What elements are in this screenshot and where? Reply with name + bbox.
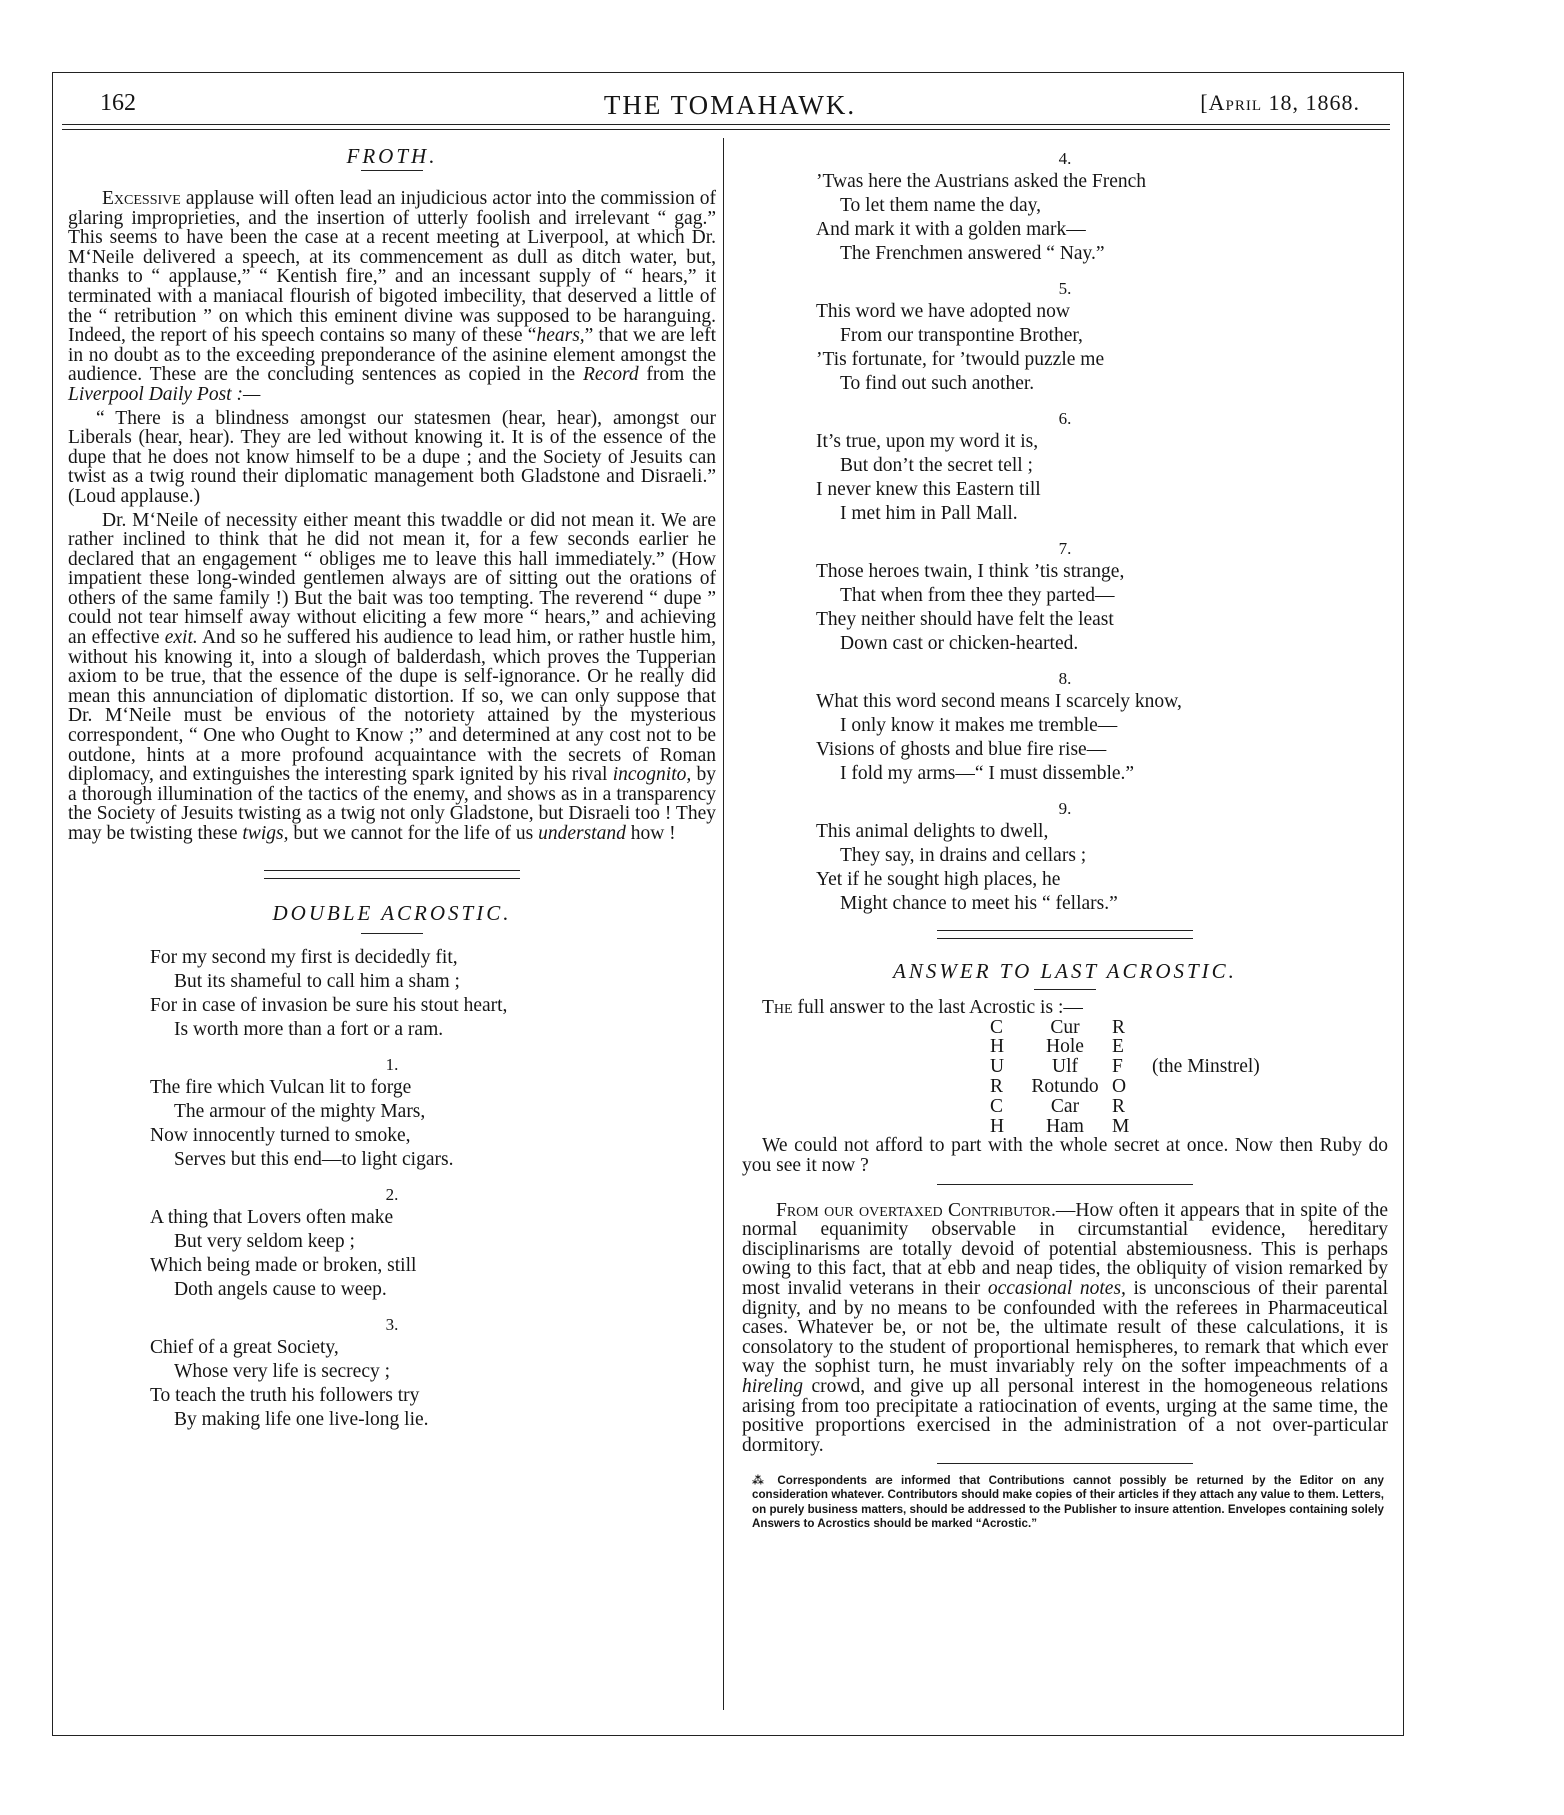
acrostic-stanza-4 (816, 170, 1388, 266)
contributor-paragraph (742, 1201, 1388, 1456)
froth-p2-d: but we cannot for the life of us (288, 823, 539, 844)
poem-line: Whose very life is secrecy ; (174, 1360, 391, 1382)
poem-line: What this word second means I scarcely know, (816, 691, 1182, 712)
poem-line: The Frenchmen answered “ Nay.” (840, 243, 1105, 264)
acrostic-intro-stanza (150, 946, 716, 1042)
table-cell: M (1112, 1115, 1130, 1137)
froth-p2-twigs: twigs, (242, 823, 289, 844)
poem-line: They neither should have felt the least (816, 609, 1114, 630)
froth-p2-incognito: incognito, (612, 764, 692, 786)
table-cell: H (990, 1115, 1005, 1137)
froth-p1-from: from the (638, 364, 716, 386)
poem-line: From our transpontine Brother, (840, 325, 1083, 346)
poem-line: I fold my arms—“ I must dissemble.” (840, 763, 1135, 784)
contributor-text-2: is unconscious of their parental dignity, and by no means to be confounded with the referees in Pharmaceutical cases. Whatever be, or not be, the ultimate result of these calculations, it is consolatory to the student of proportional hemispheres, to remark that which ever way the sophist turn, he must invariably rely on the softer impeachments of a (742, 1277, 1388, 1378)
poem-line: For my second my first is decidedly fit, (150, 946, 458, 968)
froth-quote: “ There is a blindness amongst our statesmen (hear, hear), amongst our Liberals (hear, hear). They are led without knowing it. It is of the essence of the dupe that he does not know himself to be a dupe ; and the Society of Jesuits can twist as a twig round their diplomatic management both Gladstone and Disraeli.” (Loud applause.) (68, 407, 716, 507)
stanza-number: 7. (1058, 539, 1072, 558)
poem-line: A thing that Lovers often make (150, 1206, 394, 1228)
contributor-text-3: crowd, and give up all personal interest in the homogeneous relations arising from too precipitate a ratiocination of events, urging at the same time, the positive proportions exercised in the administration of a not over-particular dormitory. (742, 1375, 1388, 1456)
stanza-number: 4. (1058, 149, 1072, 168)
froth-p1-post: Liverpool Daily Post :— (68, 383, 261, 405)
poem-line: That when from thee they parted— (840, 585, 1115, 606)
stanza-number: 8. (1058, 669, 1072, 688)
table-cell: O (1112, 1075, 1127, 1097)
table-cell (1152, 1018, 1260, 1038)
poem-line: It’s true, upon my word it is, (816, 431, 1039, 452)
table-cell: Ham (1046, 1115, 1084, 1137)
answer-table (990, 1018, 1260, 1137)
left-column (68, 138, 716, 1432)
table-cell: Rotundo (1031, 1075, 1099, 1097)
acrostic-stanza-9 (816, 820, 1388, 916)
acrostic-stanza-3 (150, 1336, 716, 1432)
froth-lead-word: Excessive (102, 188, 181, 209)
poem-line: This word we have adopted now (816, 301, 1070, 322)
poem-line: But don’t the secret tell ; (840, 455, 1033, 476)
stanza-number: 6. (1058, 409, 1072, 428)
acrostic-stanza-6 (816, 430, 1388, 526)
stanza-number: 9. (1058, 799, 1072, 818)
froth-paragraph-1 (68, 189, 716, 405)
stanza-number: 1. (385, 1054, 399, 1074)
froth-p2-understand: understand (538, 823, 626, 844)
froth-p2-exit: exit. (164, 627, 198, 649)
table-row (990, 1097, 1260, 1117)
froth-p1-hears: hears, (536, 325, 585, 347)
poem-line: This animal delights to dwell, (816, 821, 1049, 842)
contributor-text: —How often it appears that in spite of the normal equanimity observable in circumstantial evidence, hereditary disciplinarisms are totally devoid of potential abstemiousness. This is perhaps owing to this fact, that at ebb and neap tides, the obliquity of vision remarked by most invalid veterans in their (742, 1199, 1389, 1299)
stanza-number: 3. (385, 1314, 399, 1334)
froth-p2-a: Dr. M‘Neile of necessity either meant this twaddle or did not mean it. We are rather inclined to think that he did not mean it, for a few seconds earlier he declared that an engagement “ obliges me to leave this hall immediately.” (How impatient these long-winded gentlemen always are of sitting out the orations of others of the same family !) But the bait was too tempting. The reverend “ dupe ” could not tear himself away without eliciting a few more “ hears,” and achieving an effective (68, 509, 716, 649)
poem-line: But very seldom keep ; (174, 1230, 355, 1252)
stanza-number: 2. (385, 1184, 399, 1204)
contributor-italic: occasional notes, (987, 1277, 1126, 1299)
answer-title: ANSWER TO LAST ACROSTIC. (893, 959, 1237, 983)
answer-lead-word: The (762, 997, 793, 1018)
column-divider (723, 138, 724, 1710)
acrostic-stanza-2 (150, 1206, 716, 1302)
poem-line: Serves but this end—to light cigars. (174, 1148, 454, 1170)
table-cell: R (1112, 1016, 1126, 1038)
table-cell: F (1112, 1056, 1123, 1078)
table-row (990, 1057, 1260, 1077)
poem-line: The fire which Vulcan lit to forge (150, 1076, 412, 1098)
table-cell: U (990, 1056, 1005, 1078)
table-row (990, 1077, 1260, 1097)
table-cell: H (990, 1036, 1005, 1058)
poem-line: Yet if he sought high places, he (816, 869, 1061, 890)
answer-closing: We could not afford to part with the whole secret at once. Now then Ruby do you see it now ? (742, 1135, 1388, 1176)
poem-line: ’Tis fortunate, for ’twould puzzle me (816, 349, 1105, 370)
poem-line: Down cast or chicken-hearted. (840, 633, 1079, 654)
section-separator (264, 870, 520, 879)
poem-line: Which being made or broken, still (150, 1254, 417, 1276)
froth-p1-text: applause will often lead an injudicious actor into the commission of glaring improprieties, and the insertion of utterly foolish and irrelevant “ gag.” This seems to have been the case at a recent meeting at Liverpool, at which Dr. M‘Neile delivered a speech, at its commencement as dull as ditch water, but, thanks to “ applause,” “ Kentish fire,” and an incessant supply of “ hears,” it terminated with a maniacal flourish of bigoted imbecility, that deserved a little of the “ retribution ” on which this eminent divine was supposed to be haranguing. Indeed, the report of his speech contains so many of these “ (68, 188, 716, 347)
section-separator (937, 930, 1193, 939)
acrostic-stanza-5 (816, 300, 1388, 396)
poem-line: Might chance to meet his “ fellars.” (840, 893, 1118, 914)
right-column (742, 138, 1388, 1531)
answer-intro-text: full answer to the last Acrostic is :— (792, 997, 1083, 1018)
poem-line: I met him in Pall Mall. (840, 503, 1018, 524)
poem-line: They say, in drains and cellars ; (840, 845, 1087, 866)
poem-line: To teach the truth his followers try (150, 1384, 420, 1406)
table-cell: Cur (1050, 1016, 1080, 1038)
double-acrostic-title: DOUBLE ACROSTIC. (272, 900, 512, 925)
poem-line: ’Twas here the Austrians asked the French (816, 171, 1147, 192)
froth-title: FROTH. (346, 144, 438, 168)
contributor-italic-2: hireling (742, 1375, 804, 1397)
table-cell: Car (1050, 1095, 1080, 1117)
froth-paragraph-2 (68, 511, 716, 844)
table-row (990, 1117, 1260, 1137)
poem-line: And mark it with a golden mark— (816, 219, 1086, 240)
poem-line: Now innocently turned to smoke, (150, 1124, 411, 1146)
poem-line: To find out such another. (840, 373, 1035, 394)
poem-line: I never knew this Eastern till (816, 479, 1041, 500)
table-cell (1152, 1097, 1260, 1117)
poem-line: To let them name the day, (840, 195, 1041, 216)
table-cell: C (990, 1016, 1004, 1038)
header-rule-bottom (62, 129, 1390, 130)
poem-line: By making life one live-long lie. (174, 1408, 429, 1430)
froth-p2-c: by a thorough illumination of the tactics of the enemy, and shows as in a transparency the Society of Jesuits twisting as a twig not only Gladstone, but Disraeli too ! They may be twisting these (68, 764, 717, 844)
poem-line: I only know it makes me tremble— (840, 715, 1118, 736)
acrostic-stanza-1 (150, 1076, 716, 1172)
table-row (990, 1037, 1260, 1057)
page-header (100, 90, 1360, 120)
stanza-number: 5. (1058, 279, 1072, 298)
acrostic-stanza-7 (816, 560, 1388, 656)
table-cell (1152, 1077, 1260, 1097)
poem-line: Visions of ghosts and blue fire rise— (816, 739, 1107, 760)
poem-line: But its shameful to call him a sham ; (174, 970, 460, 992)
froth-p2-e: how ! (625, 823, 676, 844)
froth-p1-record: Record (582, 364, 639, 386)
table-cell: E (1112, 1036, 1124, 1058)
answer-intro (742, 998, 1388, 1018)
table-cell: C (990, 1095, 1004, 1117)
froth-p2-b: And so he suffered his audience to lead him, or rather hustle him, without his knowing it, into a slough of balderdash, which proves the Tupperian axiom to be true, that the essence of the dupe is self-ignorance. Or he really did mean this annunciation of diplomatic distortion. If so, we can only suppose that Dr. M‘Neile must be envious of the notoriety attained by the mysterious correspondent, “ One who Ought to Know ;” and determined at any cost not to be outdone, hints at a more profound acquaintance with the secrets of Roman diplomacy, and extinguishes the interesting spark ignited by his rival (68, 627, 716, 786)
table-cell: (the Minstrel) (1152, 1056, 1260, 1078)
issue-date: [April 18, 1868. (1200, 90, 1360, 115)
table-cell (1152, 1037, 1260, 1057)
table-cell: R (1112, 1095, 1126, 1117)
acrostic-stanza-8 (816, 690, 1388, 786)
masthead: THE TOMAHAWK. (603, 90, 857, 120)
table-cell: Hole (1046, 1036, 1084, 1058)
poem-line: Is worth more than a fort or a ram. (174, 1018, 444, 1040)
contributor-lead: From our overtaxed Contributor. (776, 1199, 1056, 1221)
table-row (990, 1018, 1260, 1038)
poem-line: Those heroes twain, I think ’tis strange, (816, 561, 1125, 582)
table-cell: Ulf (1052, 1056, 1078, 1078)
poem-line: For in case of invasion be sure his stout heart, (150, 994, 508, 1016)
page-number: 162 (100, 90, 136, 116)
poem-line: Chief of a great Society, (150, 1336, 339, 1358)
editorial-note: ⁂ Correspondents are informed that Contributions cannot possibly be returned by the Editor on any consideration whatever. Contributors should make copies of their articles if they attach any value to them. Letters, on purely business matters, should be addressed to the Publisher to insure attention. Envelopes containing solely Answers to Acrostics should be marked “Acrostic.” (752, 1474, 1384, 1530)
froth-p1-cont: ” that we are left in no doubt as to the exceeding preponderance of the asinine element amongst the audience. These are the concluding sentences as copied in the (68, 325, 716, 386)
table-cell (1152, 1117, 1260, 1137)
header-rule-top (62, 124, 1390, 125)
poem-line: The armour of the mighty Mars, (174, 1100, 426, 1122)
table-cell: R (990, 1075, 1004, 1097)
poem-line: Doth angels cause to weep. (174, 1278, 387, 1300)
